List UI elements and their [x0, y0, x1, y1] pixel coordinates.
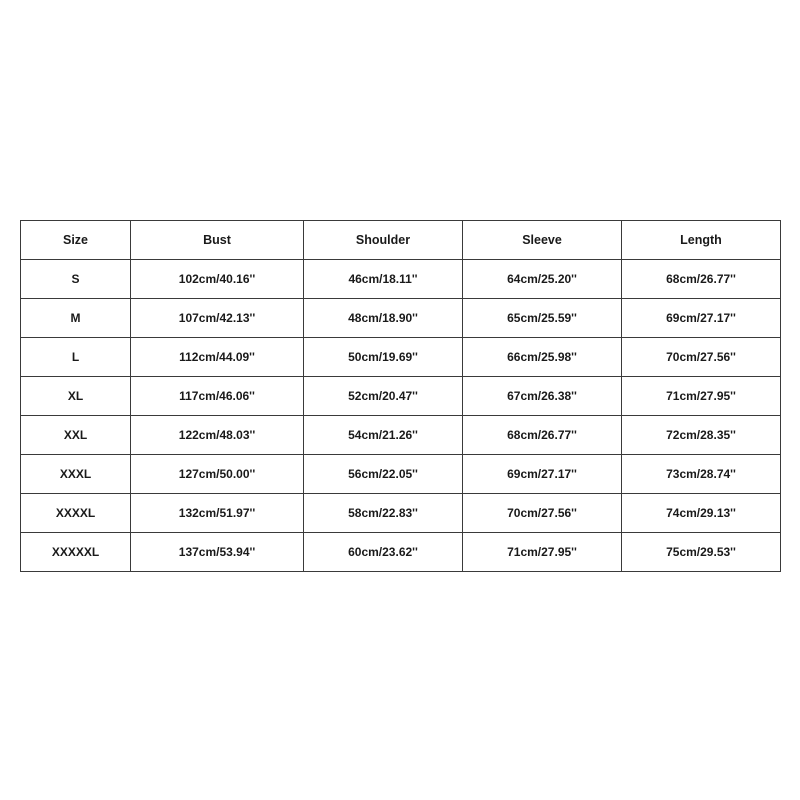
- cell-sleeve: 70cm/27.56'': [463, 494, 622, 533]
- header-sleeve: Sleeve: [463, 221, 622, 260]
- cell-bust: 102cm/40.16'': [131, 260, 304, 299]
- cell-size: XXL: [21, 416, 131, 455]
- cell-sleeve: 71cm/27.95'': [463, 533, 622, 572]
- cell-bust: 127cm/50.00'': [131, 455, 304, 494]
- cell-shoulder: 46cm/18.11'': [304, 260, 463, 299]
- cell-bust: 132cm/51.97'': [131, 494, 304, 533]
- cell-sleeve: 66cm/25.98'': [463, 338, 622, 377]
- table-row: [21, 338, 781, 377]
- cell-shoulder: 56cm/22.05'': [304, 455, 463, 494]
- table-row: [21, 377, 781, 416]
- table-row: [21, 494, 781, 533]
- header-bust: Bust: [131, 221, 304, 260]
- cell-size: XXXXL: [21, 494, 131, 533]
- cell-sleeve: 64cm/25.20'': [463, 260, 622, 299]
- cell-length: 75cm/29.53'': [622, 533, 781, 572]
- cell-sleeve: 68cm/26.77'': [463, 416, 622, 455]
- cell-bust: 122cm/48.03'': [131, 416, 304, 455]
- cell-length: 73cm/28.74'': [622, 455, 781, 494]
- cell-sleeve: 69cm/27.17'': [463, 455, 622, 494]
- cell-bust: 107cm/42.13'': [131, 299, 304, 338]
- header-shoulder: Shoulder: [304, 221, 463, 260]
- cell-size: S: [21, 260, 131, 299]
- cell-size: M: [21, 299, 131, 338]
- table-row: [21, 416, 781, 455]
- cell-length: 68cm/26.77'': [622, 260, 781, 299]
- table-header-row: [21, 221, 781, 260]
- cell-length: 74cm/29.13'': [622, 494, 781, 533]
- cell-sleeve: 65cm/25.59'': [463, 299, 622, 338]
- size-chart-table: [20, 220, 781, 572]
- cell-bust: 137cm/53.94'': [131, 533, 304, 572]
- cell-bust: 112cm/44.09'': [131, 338, 304, 377]
- table-row: [21, 299, 781, 338]
- table-row: [21, 533, 781, 572]
- table-row: [21, 260, 781, 299]
- cell-shoulder: 54cm/21.26'': [304, 416, 463, 455]
- cell-length: 72cm/28.35'': [622, 416, 781, 455]
- table-row: [21, 455, 781, 494]
- cell-shoulder: 50cm/19.69'': [304, 338, 463, 377]
- header-length: Length: [622, 221, 781, 260]
- cell-shoulder: 48cm/18.90'': [304, 299, 463, 338]
- cell-shoulder: 58cm/22.83'': [304, 494, 463, 533]
- cell-size: XL: [21, 377, 131, 416]
- cell-shoulder: 52cm/20.47'': [304, 377, 463, 416]
- cell-length: 70cm/27.56'': [622, 338, 781, 377]
- cell-length: 71cm/27.95'': [622, 377, 781, 416]
- cell-length: 69cm/27.17'': [622, 299, 781, 338]
- cell-size: XXXL: [21, 455, 131, 494]
- cell-size: XXXXXL: [21, 533, 131, 572]
- cell-shoulder: 60cm/23.62'': [304, 533, 463, 572]
- cell-size: L: [21, 338, 131, 377]
- header-size: Size: [21, 221, 131, 260]
- cell-sleeve: 67cm/26.38'': [463, 377, 622, 416]
- cell-bust: 117cm/46.06'': [131, 377, 304, 416]
